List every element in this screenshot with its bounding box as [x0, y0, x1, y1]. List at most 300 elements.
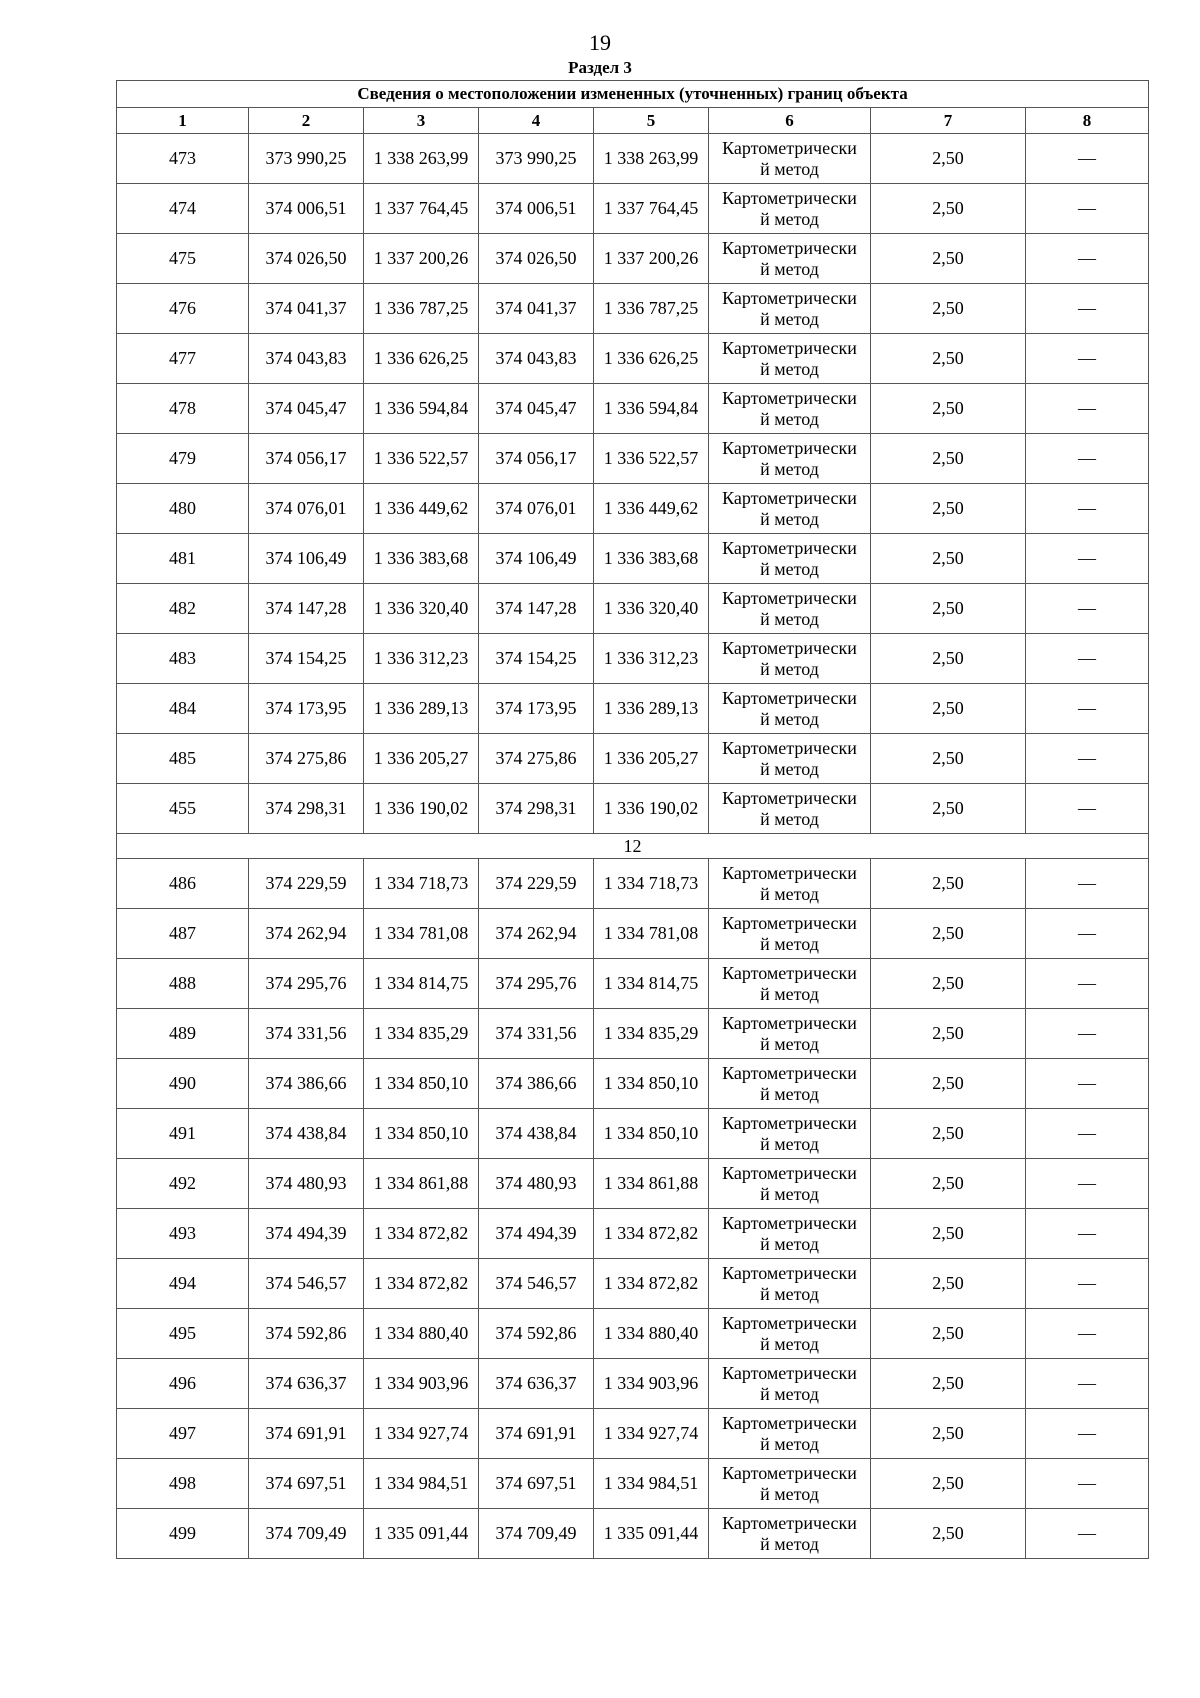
coord-x-new-cell: 374 173,95: [479, 684, 594, 734]
coord-y-cell: 1 336 626,25: [364, 334, 479, 384]
coord-y-cell: 1 334 835,29: [364, 1009, 479, 1059]
precision-cell: 2,50: [871, 1209, 1026, 1259]
coord-y-cell: 1 334 872,82: [364, 1209, 479, 1259]
coord-y-new-cell: 1 334 872,82: [594, 1209, 709, 1259]
method-line: Картометрически: [722, 1262, 857, 1283]
coord-x-cell: 374 056,17: [249, 434, 364, 484]
coord-x-new-cell: 374 041,37: [479, 284, 594, 334]
point-number-cell: 482: [117, 584, 249, 634]
coord-y-cell: 1 334 781,08: [364, 909, 479, 959]
precision-cell: 2,50: [871, 484, 1026, 534]
coord-x-cell: 374 173,95: [249, 684, 364, 734]
coord-y-cell: 1 334 814,75: [364, 959, 479, 1009]
coord-y-cell: 1 334 718,73: [364, 859, 479, 909]
coord-y-new-cell: 1 336 787,25: [594, 284, 709, 334]
table-row: [117, 1009, 1149, 1059]
method-line: Картометрически: [722, 737, 857, 758]
description-cell: —: [1026, 384, 1149, 434]
precision-cell: 2,50: [871, 1109, 1026, 1159]
coord-y-cell: 1 334 927,74: [364, 1409, 479, 1459]
coord-x-cell: 374 154,25: [249, 634, 364, 684]
point-number-cell: 490: [117, 1059, 249, 1109]
precision-cell: 2,50: [871, 184, 1026, 234]
point-number-cell: 486: [117, 859, 249, 909]
coord-y-new-cell: 1 338 263,99: [594, 134, 709, 184]
method-cell: [709, 959, 871, 1009]
coord-x-cell: 374 298,31: [249, 784, 364, 834]
coord-x-cell: 374 494,39: [249, 1209, 364, 1259]
method-line: й метод: [760, 1133, 819, 1154]
method-line: Картометрически: [722, 1412, 857, 1433]
coord-x-new-cell: 374 438,84: [479, 1109, 594, 1159]
point-number-cell: 499: [117, 1509, 249, 1559]
table-row: [117, 484, 1149, 534]
method-line: Картометрически: [722, 1212, 857, 1233]
point-number-cell: 494: [117, 1259, 249, 1309]
point-number-cell: 498: [117, 1459, 249, 1509]
coord-y-cell: 1 337 200,26: [364, 234, 479, 284]
coord-y-new-cell: 1 337 200,26: [594, 234, 709, 284]
coord-x-cell: 374 262,94: [249, 909, 364, 959]
table-row: [117, 959, 1149, 1009]
point-number-cell: 493: [117, 1209, 249, 1259]
method-line: Картометрически: [722, 437, 857, 458]
method-cell: [709, 1009, 871, 1059]
method-line: й метод: [760, 458, 819, 479]
coord-x-cell: 374 041,37: [249, 284, 364, 334]
method-line: й метод: [760, 1333, 819, 1354]
point-number-cell: 475: [117, 234, 249, 284]
method-cell: [709, 634, 871, 684]
method-cell: [709, 334, 871, 384]
precision-cell: 2,50: [871, 734, 1026, 784]
method-cell: [709, 1109, 871, 1159]
method-line: Картометрически: [722, 687, 857, 708]
coord-x-cell: 374 636,37: [249, 1359, 364, 1409]
contour-number: 12: [117, 834, 1149, 859]
method-line: й метод: [760, 208, 819, 229]
table-row: [117, 184, 1149, 234]
table-row: [117, 1509, 1149, 1559]
coord-y-new-cell: 1 334 835,29: [594, 1009, 709, 1059]
precision-cell: 2,50: [871, 584, 1026, 634]
method-cell: [709, 784, 871, 834]
coord-y-new-cell: 1 336 205,27: [594, 734, 709, 784]
description-cell: —: [1026, 284, 1149, 334]
method-line: Картометрически: [722, 1162, 857, 1183]
coord-y-new-cell: 1 336 594,84: [594, 384, 709, 434]
coord-y-new-cell: 1 334 861,88: [594, 1159, 709, 1209]
description-cell: —: [1026, 1209, 1149, 1259]
precision-cell: 2,50: [871, 334, 1026, 384]
coord-x-new-cell: 374 494,39: [479, 1209, 594, 1259]
method-line: Картометрически: [722, 1462, 857, 1483]
precision-cell: 2,50: [871, 1159, 1026, 1209]
method-line: й метод: [760, 1083, 819, 1104]
coord-y-new-cell: 1 336 190,02: [594, 784, 709, 834]
coord-y-new-cell: 1 335 091,44: [594, 1509, 709, 1559]
coord-x-new-cell: 374 229,59: [479, 859, 594, 909]
coord-x-new-cell: 374 154,25: [479, 634, 594, 684]
coord-x-cell: 374 331,56: [249, 1009, 364, 1059]
section-title: Раздел 3: [568, 58, 632, 77]
coord-y-new-cell: 1 334 850,10: [594, 1109, 709, 1159]
coord-y-cell: 1 338 263,99: [364, 134, 479, 184]
coord-x-cell: 374 275,86: [249, 734, 364, 784]
method-line: Картометрически: [722, 537, 857, 558]
method-line: Картометрически: [722, 912, 857, 933]
precision-cell: 2,50: [871, 134, 1026, 184]
method-line: Картометрически: [722, 137, 857, 158]
method-line: Картометрически: [722, 1062, 857, 1083]
method-line: Картометрически: [722, 387, 857, 408]
coord-y-new-cell: 1 336 312,23: [594, 634, 709, 684]
table-row: [117, 909, 1149, 959]
table-row: [117, 684, 1149, 734]
coord-y-cell: 1 334 903,96: [364, 1359, 479, 1409]
coord-x-new-cell: 374 262,94: [479, 909, 594, 959]
method-cell: [709, 1259, 871, 1309]
coord-x-cell: 374 147,28: [249, 584, 364, 634]
page-number: 19: [589, 30, 611, 55]
point-number-cell: 477: [117, 334, 249, 384]
point-number-cell: 483: [117, 634, 249, 684]
method-cell: [709, 1459, 871, 1509]
point-number-cell: 481: [117, 534, 249, 584]
coord-y-new-cell: 1 336 320,40: [594, 584, 709, 634]
table-row: [117, 1109, 1149, 1159]
table-row: [117, 634, 1149, 684]
method-line: й метод: [760, 983, 819, 1004]
method-line: Картометрически: [722, 337, 857, 358]
point-number-cell: 492: [117, 1159, 249, 1209]
coord-y-cell: 1 337 764,45: [364, 184, 479, 234]
precision-cell: 2,50: [871, 1259, 1026, 1309]
coord-y-cell: 1 336 594,84: [364, 384, 479, 434]
description-cell: —: [1026, 584, 1149, 634]
method-cell: [709, 1309, 871, 1359]
description-cell: —: [1026, 784, 1149, 834]
description-cell: —: [1026, 1459, 1149, 1509]
coord-y-new-cell: 1 334 850,10: [594, 1059, 709, 1109]
point-number-cell: 485: [117, 734, 249, 784]
method-line: й метод: [760, 1433, 819, 1454]
method-line: й метод: [760, 883, 819, 904]
table-row: [117, 584, 1149, 634]
coord-y-new-cell: 1 334 903,96: [594, 1359, 709, 1409]
coord-y-new-cell: 1 334 781,08: [594, 909, 709, 959]
coord-y-cell: 1 336 190,02: [364, 784, 479, 834]
description-cell: —: [1026, 534, 1149, 584]
description-cell: —: [1026, 1409, 1149, 1459]
coord-y-cell: 1 334 880,40: [364, 1309, 479, 1359]
point-number-cell: 474: [117, 184, 249, 234]
column-header: 3: [364, 108, 479, 134]
coord-y-new-cell: 1 336 522,57: [594, 434, 709, 484]
table-caption: Сведения о местоположении измененных (уточненных) границ объекта: [117, 81, 1149, 108]
table-row: [117, 434, 1149, 484]
column-header: 1: [117, 108, 249, 134]
method-line: й метод: [760, 1033, 819, 1054]
table-row: [117, 1159, 1149, 1209]
table-body: [117, 134, 1149, 1559]
coord-x-new-cell: 374 295,76: [479, 959, 594, 1009]
precision-cell: 2,50: [871, 534, 1026, 584]
coord-x-cell: 374 386,66: [249, 1059, 364, 1109]
coord-x-new-cell: 374 026,50: [479, 234, 594, 284]
precision-cell: 2,50: [871, 784, 1026, 834]
contour-group-row: [117, 834, 1149, 859]
point-number-cell: 478: [117, 384, 249, 434]
coord-x-cell: 374 546,57: [249, 1259, 364, 1309]
description-cell: —: [1026, 1509, 1149, 1559]
coord-x-new-cell: 374 331,56: [479, 1009, 594, 1059]
table-row: [117, 1359, 1149, 1409]
method-cell: [709, 1359, 871, 1409]
coordinates-table: [116, 80, 1149, 1559]
coord-y-cell: 1 334 984,51: [364, 1459, 479, 1509]
coord-x-new-cell: 374 592,86: [479, 1309, 594, 1359]
point-number-cell: 479: [117, 434, 249, 484]
coord-y-cell: 1 336 449,62: [364, 484, 479, 534]
coord-y-new-cell: 1 336 449,62: [594, 484, 709, 534]
method-line: й метод: [760, 258, 819, 279]
coord-x-new-cell: 374 709,49: [479, 1509, 594, 1559]
method-line: Картометрически: [722, 1012, 857, 1033]
point-number-cell: 488: [117, 959, 249, 1009]
method-line: й метод: [760, 1233, 819, 1254]
coord-x-cell: 374 295,76: [249, 959, 364, 1009]
precision-cell: 2,50: [871, 859, 1026, 909]
point-number-cell: 487: [117, 909, 249, 959]
table-row: [117, 784, 1149, 834]
method-line: й метод: [760, 808, 819, 829]
method-line: й метод: [760, 658, 819, 679]
description-cell: —: [1026, 134, 1149, 184]
point-number-cell: 497: [117, 1409, 249, 1459]
coord-y-cell: 1 334 850,10: [364, 1109, 479, 1159]
description-cell: —: [1026, 734, 1149, 784]
method-line: й метод: [760, 158, 819, 179]
coord-x-new-cell: 374 147,28: [479, 584, 594, 634]
precision-cell: 2,50: [871, 959, 1026, 1009]
method-line: й метод: [760, 1533, 819, 1554]
method-line: й метод: [760, 408, 819, 429]
method-line: Картометрически: [722, 1362, 857, 1383]
method-cell: [709, 1209, 871, 1259]
column-header: 8: [1026, 108, 1149, 134]
point-number-cell: 455: [117, 784, 249, 834]
method-line: Картометрически: [722, 287, 857, 308]
coord-y-new-cell: 1 334 984,51: [594, 1459, 709, 1509]
coord-x-new-cell: 374 636,37: [479, 1359, 594, 1409]
coord-y-new-cell: 1 334 814,75: [594, 959, 709, 1009]
coord-y-new-cell: 1 336 383,68: [594, 534, 709, 584]
coord-y-cell: 1 336 522,57: [364, 434, 479, 484]
coord-y-cell: 1 334 861,88: [364, 1159, 479, 1209]
precision-cell: 2,50: [871, 384, 1026, 434]
method-cell: [709, 734, 871, 784]
description-cell: —: [1026, 1359, 1149, 1409]
method-cell: [709, 584, 871, 634]
table-row: [117, 1409, 1149, 1459]
point-number-cell: 476: [117, 284, 249, 334]
coord-x-cell: 374 043,83: [249, 334, 364, 384]
precision-cell: 2,50: [871, 434, 1026, 484]
method-line: й метод: [760, 358, 819, 379]
coord-x-new-cell: 374 298,31: [479, 784, 594, 834]
coord-x-new-cell: 374 045,47: [479, 384, 594, 434]
coord-x-new-cell: 374 056,17: [479, 434, 594, 484]
coord-x-new-cell: 374 386,66: [479, 1059, 594, 1109]
coord-x-new-cell: 374 691,91: [479, 1409, 594, 1459]
method-line: й метод: [760, 708, 819, 729]
precision-cell: 2,50: [871, 1359, 1026, 1409]
method-cell: [709, 1059, 871, 1109]
coord-x-new-cell: 374 275,86: [479, 734, 594, 784]
method-line: Картометрически: [722, 787, 857, 808]
method-line: й метод: [760, 758, 819, 779]
description-cell: —: [1026, 484, 1149, 534]
method-cell: [709, 1409, 871, 1459]
precision-cell: 2,50: [871, 1309, 1026, 1359]
precision-cell: 2,50: [871, 909, 1026, 959]
description-cell: —: [1026, 184, 1149, 234]
coord-y-new-cell: 1 337 764,45: [594, 184, 709, 234]
method-cell: [709, 134, 871, 184]
coord-x-cell: 374 691,91: [249, 1409, 364, 1459]
table-row: [117, 1259, 1149, 1309]
table-row: [117, 1309, 1149, 1359]
description-cell: —: [1026, 634, 1149, 684]
coord-y-cell: 1 335 091,44: [364, 1509, 479, 1559]
method-line: й метод: [760, 1383, 819, 1404]
description-cell: —: [1026, 959, 1149, 1009]
coord-x-new-cell: 374 076,01: [479, 484, 594, 534]
table-row: [117, 384, 1149, 434]
coord-x-cell: 374 045,47: [249, 384, 364, 434]
table-row: [117, 234, 1149, 284]
point-number-cell: 489: [117, 1009, 249, 1059]
method-line: Картометрически: [722, 637, 857, 658]
method-cell: [709, 534, 871, 584]
coord-x-cell: 374 076,01: [249, 484, 364, 534]
method-cell: [709, 1159, 871, 1209]
point-number-cell: 496: [117, 1359, 249, 1409]
method-cell: [709, 234, 871, 284]
header-row: [117, 108, 1149, 134]
method-cell: [709, 1509, 871, 1559]
precision-cell: 2,50: [871, 1009, 1026, 1059]
precision-cell: 2,50: [871, 1409, 1026, 1459]
method-line: Картометрически: [722, 1112, 857, 1133]
coord-x-cell: 374 438,84: [249, 1109, 364, 1159]
precision-cell: 2,50: [871, 284, 1026, 334]
method-cell: [709, 909, 871, 959]
table-row: [117, 284, 1149, 334]
coord-x-cell: 374 592,86: [249, 1309, 364, 1359]
description-cell: —: [1026, 1259, 1149, 1309]
coord-y-new-cell: 1 336 289,13: [594, 684, 709, 734]
column-header: 7: [871, 108, 1026, 134]
coord-x-cell: 374 026,50: [249, 234, 364, 284]
coord-x-cell: 374 229,59: [249, 859, 364, 909]
coord-x-cell: 374 480,93: [249, 1159, 364, 1209]
coord-y-new-cell: 1 336 626,25: [594, 334, 709, 384]
method-line: й метод: [760, 1483, 819, 1504]
description-cell: —: [1026, 1059, 1149, 1109]
coord-x-new-cell: 374 043,83: [479, 334, 594, 384]
point-number-cell: 473: [117, 134, 249, 184]
method-line: й метод: [760, 1283, 819, 1304]
column-header: 2: [249, 108, 364, 134]
description-cell: —: [1026, 334, 1149, 384]
method-line: Картометрически: [722, 1512, 857, 1533]
coord-x-cell: 374 006,51: [249, 184, 364, 234]
description-cell: —: [1026, 234, 1149, 284]
table-row: [117, 1209, 1149, 1259]
description-cell: —: [1026, 1309, 1149, 1359]
method-cell: [709, 484, 871, 534]
coord-y-new-cell: 1 334 927,74: [594, 1409, 709, 1459]
description-cell: —: [1026, 909, 1149, 959]
coord-x-cell: 374 709,49: [249, 1509, 364, 1559]
method-line: й метод: [760, 1183, 819, 1204]
method-cell: [709, 434, 871, 484]
coord-x-cell: 373 990,25: [249, 134, 364, 184]
coord-x-cell: 374 106,49: [249, 534, 364, 584]
column-header: 4: [479, 108, 594, 134]
method-line: й метод: [760, 508, 819, 529]
table-row: [117, 334, 1149, 384]
coord-y-cell: 1 336 205,27: [364, 734, 479, 784]
precision-cell: 2,50: [871, 634, 1026, 684]
coord-y-cell: 1 336 383,68: [364, 534, 479, 584]
description-cell: —: [1026, 1159, 1149, 1209]
precision-cell: 2,50: [871, 1059, 1026, 1109]
precision-cell: 2,50: [871, 1509, 1026, 1559]
precision-cell: 2,50: [871, 234, 1026, 284]
coord-y-cell: 1 336 289,13: [364, 684, 479, 734]
coord-x-new-cell: 373 990,25: [479, 134, 594, 184]
coord-y-new-cell: 1 334 872,82: [594, 1259, 709, 1309]
description-cell: —: [1026, 434, 1149, 484]
table-row: [117, 1059, 1149, 1109]
method-cell: [709, 859, 871, 909]
method-line: й метод: [760, 933, 819, 954]
column-header: 6: [709, 108, 871, 134]
method-cell: [709, 184, 871, 234]
coord-x-new-cell: 374 546,57: [479, 1259, 594, 1309]
point-number-cell: 480: [117, 484, 249, 534]
column-header: 5: [594, 108, 709, 134]
method-line: Картометрически: [722, 962, 857, 983]
coord-y-cell: 1 336 787,25: [364, 284, 479, 334]
method-line: й метод: [760, 308, 819, 329]
table-row: [117, 859, 1149, 909]
method-line: й метод: [760, 608, 819, 629]
method-line: Картометрически: [722, 487, 857, 508]
point-number-cell: 484: [117, 684, 249, 734]
method-line: Картометрически: [722, 587, 857, 608]
method-line: Картометрически: [722, 237, 857, 258]
coord-x-new-cell: 374 697,51: [479, 1459, 594, 1509]
method-cell: [709, 284, 871, 334]
description-cell: —: [1026, 859, 1149, 909]
method-line: й метод: [760, 558, 819, 579]
method-line: Картометрически: [722, 862, 857, 883]
coord-x-new-cell: 374 106,49: [479, 534, 594, 584]
